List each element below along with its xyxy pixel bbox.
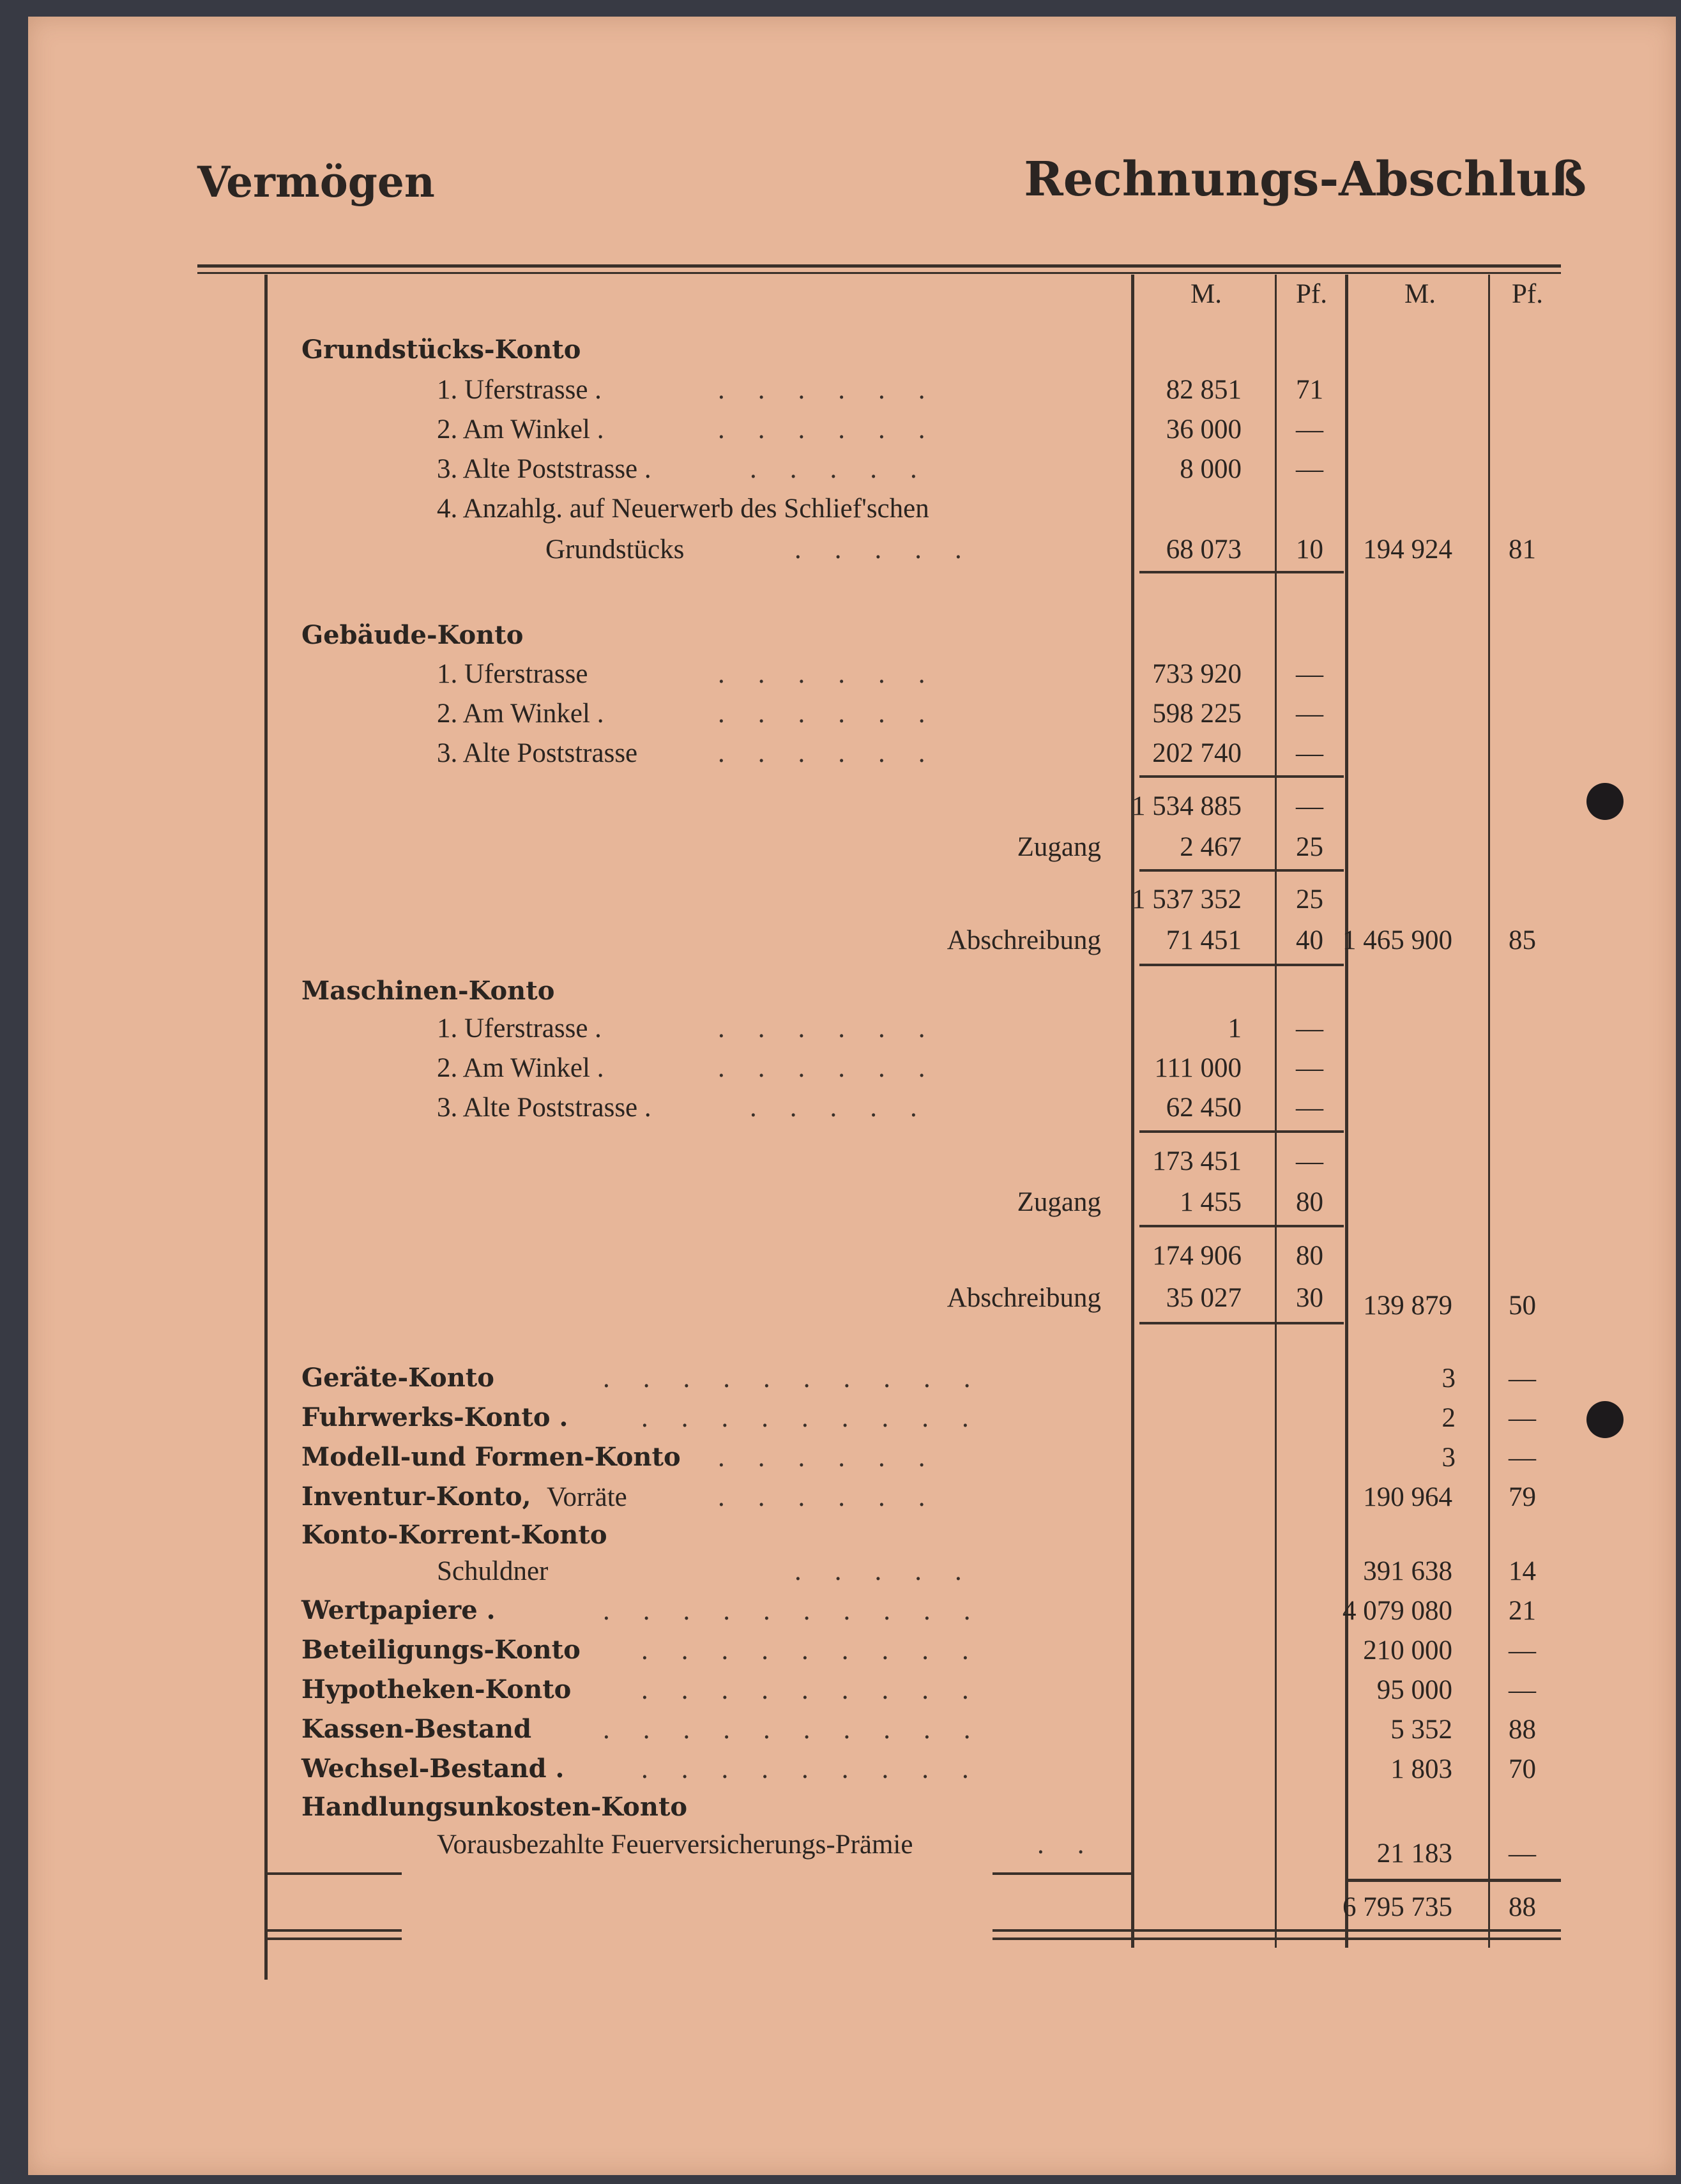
row-amount-pf: — [1296, 1053, 1323, 1083]
table-row: Kassen-Bestand .......... 5 352 88 [301, 1714, 1536, 1745]
row-amount-m: 82 851 [1166, 375, 1242, 405]
grand-total-m: 6 795 735 [1343, 1892, 1452, 1922]
row-amount-pf: 40 [1296, 925, 1323, 955]
subtotal-rule [1139, 869, 1344, 872]
row-total-pf: 88 [1509, 1715, 1536, 1745]
top-rule-2 [197, 272, 1561, 274]
row-amount-m: 173 451 [1152, 1146, 1242, 1176]
col-header-m2: M. [1404, 279, 1436, 309]
account-title: Wechsel-Bestand . [301, 1754, 565, 1784]
gebaeude-title-row [28, 620, 1676, 658]
row-amount-m: 1 455 [1180, 1187, 1242, 1217]
bottom-rule [268, 1929, 402, 1932]
account-title: Inventur-Konto, [301, 1482, 531, 1512]
subtotal-rule [1139, 1322, 1344, 1324]
row-amount-pf: — [1296, 414, 1323, 444]
subtotal-rule [1139, 1225, 1344, 1227]
account-subtitle: Schuldner [437, 1556, 549, 1586]
row-amount-m: 733 920 [1152, 659, 1242, 689]
row-total-pf: 70 [1509, 1754, 1536, 1784]
subtotal-rule [1139, 1130, 1344, 1133]
row-amount-m: 8 000 [1180, 454, 1242, 484]
row-label: 3. Alte Poststrasse . [437, 1093, 651, 1123]
page-heading-right: Rechnungs-Abschluß [1024, 152, 1586, 207]
table-row [28, 1187, 1676, 1225]
row-amount-pf: — [1296, 1013, 1323, 1043]
row-label: Grundstücks [545, 535, 685, 565]
row-total-m: 3 [1441, 1363, 1456, 1393]
row-total-pf: 79 [1509, 1482, 1536, 1512]
row-amount-pf: — [1296, 738, 1323, 768]
table-row: Geräte-Konto .......... 3 — [301, 1363, 1536, 1393]
row-amount-m: 202 740 [1152, 738, 1242, 768]
row-amount-pf: — [1296, 1146, 1323, 1176]
row-amount-pf: 71 [1296, 375, 1323, 405]
row-amount-pf: — [1296, 1093, 1323, 1123]
row-total-m: 1 803 [1390, 1754, 1452, 1784]
row-total-pf: 85 [1509, 925, 1536, 955]
table-row: Modell-und Formen-Konto ...... 3 — [301, 1442, 1536, 1473]
row-amount-m: 62 450 [1166, 1093, 1242, 1123]
grundstuecks-title: Grundstücks-Konto [301, 335, 581, 365]
row-label: Zugang [1017, 832, 1101, 862]
row-label: 1. Uferstrasse [437, 659, 588, 689]
page-heading-left: Vermögen [197, 157, 435, 207]
table-row: 2. Am Winkel . ...... 36 000 — [437, 414, 1323, 444]
row-amount-pf: — [1296, 699, 1323, 729]
row-amount-m: 1 537 352 [1132, 884, 1242, 914]
row-total-m: 194 924 [1363, 535, 1452, 565]
row-amount-m: 1 534 885 [1132, 791, 1242, 821]
table-row [28, 1146, 1676, 1184]
grand-total-row [28, 1892, 1676, 1930]
account-subtitle: Vorausbezahlte Feuerversicherungs-Prämie [437, 1830, 913, 1860]
row-total-pf: 21 [1509, 1596, 1536, 1626]
row-total-pf: — [1509, 1403, 1536, 1433]
row-total-pf: 14 [1509, 1556, 1536, 1586]
table-row [28, 831, 1676, 870]
row-total-m: 190 964 [1363, 1482, 1452, 1512]
grundstuecks-title-row [28, 335, 1676, 373]
gebaeude-title: Gebäude-Konto [301, 620, 524, 650]
row-total-m: 5 352 [1390, 1715, 1452, 1745]
table-row [28, 791, 1676, 829]
row-amount-pf: 80 [1296, 1187, 1323, 1217]
row-label: 2. Am Winkel . [437, 414, 604, 444]
row-amount-m: 71 451 [1166, 925, 1242, 955]
row-amount-m: 1 [1228, 1013, 1242, 1043]
table-row [28, 1520, 1676, 1558]
table-row [28, 925, 1676, 963]
table-row: 3. Alte Poststrasse ...... 202 740 — [437, 738, 1323, 768]
account-title: Beteiligungs-Konto [301, 1635, 581, 1665]
table-row: 1. Uferstrasse . ...... 1 — [437, 1013, 1323, 1043]
account-title: Handlungsunkosten-Konto [301, 1792, 688, 1822]
column-header-row [28, 278, 1676, 317]
row-amount-pf: 25 [1296, 832, 1323, 862]
row-total-pf: — [1509, 1363, 1536, 1393]
subtotal-rule [1139, 964, 1344, 966]
table-row: 2. Am Winkel . ...... 111 000 — [437, 1053, 1323, 1083]
row-total-pf: — [1509, 1675, 1536, 1705]
table-row [28, 1282, 1676, 1321]
table-row: 1. Uferstrasse ...... 733 920 — [437, 659, 1323, 689]
row-label: 3. Alte Poststrasse [437, 738, 638, 768]
account-title: Geräte-Konto [301, 1363, 494, 1393]
row-total-pf: 50 [1509, 1291, 1536, 1321]
closing-rule [993, 1872, 1133, 1875]
table-row: Inventur-Konto, Vorräte ...... 190 964 79 [301, 1482, 1536, 1512]
account-title: Kassen-Bestand [301, 1714, 532, 1744]
row-amount-pf: — [1296, 454, 1323, 484]
top-rule [197, 264, 1561, 268]
account-title: Hypotheken-Konto [301, 1674, 572, 1704]
row-label: 3. Alte Poststrasse . [437, 454, 651, 484]
row-amount-pf: 80 [1296, 1241, 1323, 1271]
subtotal-rule [1139, 571, 1344, 573]
row-total-m: 139 879 [1363, 1291, 1452, 1321]
grand-total-pf: 88 [1509, 1892, 1536, 1922]
bottom-rule [993, 1929, 1561, 1932]
grand-total-rule [1346, 1879, 1561, 1882]
account-title: Wertpapiere . [301, 1595, 496, 1625]
row-total-m: 210 000 [1363, 1635, 1452, 1665]
maschinen-title: Maschinen-Konto [301, 976, 555, 1006]
row-amount-m: 68 073 [1166, 535, 1242, 565]
table-row: Fuhrwerks-Konto . ......... 2 — [301, 1402, 1536, 1433]
bottom-rule [268, 1938, 402, 1940]
row-label: 2. Am Winkel . [437, 1053, 604, 1083]
table-row: Wechsel-Bestand . ......... 1 803 70 [301, 1754, 1536, 1784]
account-title: Konto-Korrent-Konto [301, 1520, 607, 1550]
row-amount-pf: 30 [1296, 1283, 1323, 1313]
col-header-pf2: Pf. [1512, 279, 1543, 309]
row-total-m: 2 [1441, 1403, 1456, 1433]
row-total-pf: — [1509, 1839, 1536, 1869]
table-row: Schuldner ..... 391 638 14 [437, 1556, 1536, 1586]
row-total-m: 95 000 [1376, 1675, 1452, 1705]
table-row: 3. Alte Poststrasse . ..... 8 000 — [437, 454, 1323, 484]
col-header-pf1: Pf. [1296, 279, 1327, 309]
row-label: 1. Uferstrasse . [437, 375, 602, 405]
row-amount-pf: — [1296, 659, 1323, 689]
table-row: Hypotheken-Konto ......... 95 000 — [301, 1674, 1536, 1705]
row-total-m: 391 638 [1363, 1556, 1452, 1586]
row-label: 4. Anzahlg. auf Neuerwerb des Schlief'schen [437, 494, 929, 524]
maschinen-title-row [28, 976, 1676, 1014]
punch-hole [1586, 783, 1624, 820]
row-amount-m: 598 225 [1152, 699, 1242, 729]
table-row [28, 493, 1676, 531]
row-label: Abschreibung [947, 1283, 1101, 1313]
row-total-m: 21 183 [1376, 1839, 1452, 1869]
account-title: Modell-und Formen-Konto [301, 1442, 681, 1472]
col-header-m1: M. [1190, 279, 1222, 309]
row-total-pf: — [1509, 1635, 1536, 1665]
row-amount-pf: — [1296, 791, 1323, 821]
table-row [28, 1792, 1676, 1830]
row-amount-pf: 10 [1296, 535, 1323, 565]
account-subtitle: Vorräte [547, 1482, 627, 1512]
row-total-pf: 81 [1509, 535, 1536, 565]
table-row: 2. Am Winkel . ...... 598 225 — [437, 699, 1323, 729]
table-row: Vorausbezahlte Feuerversicherungs-Prämie .. 21 183 — [437, 1830, 1536, 1869]
bottom-rule [993, 1938, 1561, 1940]
table-row: Grundstücks ..... 68 073 10 194 924 81 [545, 535, 1536, 565]
table-row: Beteiligungs-Konto ......... 210 000 — [301, 1635, 1536, 1665]
table-row [28, 1240, 1676, 1278]
row-amount-m: 2 467 [1180, 832, 1242, 862]
account-title: Fuhrwerks-Konto . [301, 1402, 568, 1432]
ledger-page [28, 17, 1676, 2175]
table-row: Wertpapiere . .......... 4 079 080 21 [301, 1595, 1536, 1626]
row-amount-m: 111 000 [1154, 1053, 1242, 1083]
row-amount-m: 36 000 [1166, 414, 1242, 444]
row-label: Abschreibung [947, 925, 1101, 955]
punch-hole [1586, 1401, 1624, 1438]
table-row: 1. Uferstrasse . ...... 82 851 71 [437, 375, 1323, 405]
table-row [28, 884, 1676, 922]
subtotal-rule [1139, 775, 1344, 778]
row-total-pf: — [1509, 1443, 1536, 1473]
table-row: 3. Alte Poststrasse . ..... 62 450 — [437, 1093, 1323, 1123]
row-total-m: 3 [1441, 1443, 1456, 1473]
row-total-m: 1 465 900 [1343, 925, 1452, 955]
row-amount-m: 35 027 [1166, 1283, 1242, 1313]
row-label: 2. Am Winkel . [437, 699, 604, 729]
row-amount-m: 174 906 [1152, 1241, 1242, 1271]
row-label: 1. Uferstrasse . [437, 1013, 602, 1043]
row-label: Zugang [1017, 1187, 1101, 1217]
row-total-m: 4 079 080 [1343, 1596, 1452, 1626]
row-amount-pf: 25 [1296, 884, 1323, 914]
closing-rule [268, 1872, 402, 1875]
